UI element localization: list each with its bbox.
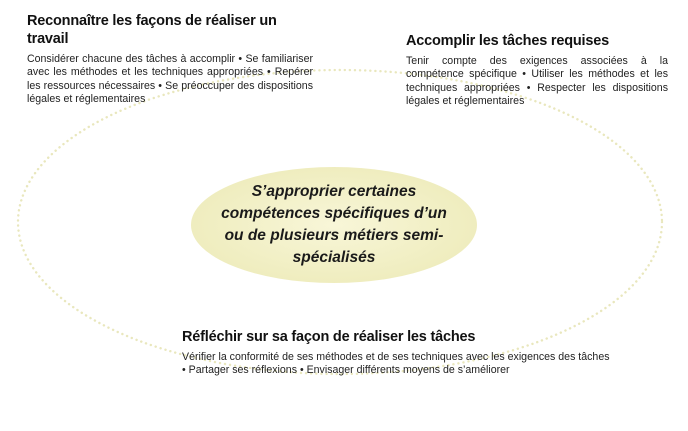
center-ellipse	[191, 167, 477, 283]
step-title-recognize: Reconnaître les façons de réaliser un travail	[27, 13, 277, 47]
step-text-recognize: Considérer chacune des tâches à accomplir • Se familiariser avec les méthodes et les techniques appropriées • Repérer les ressources nécessaires • Se préoccuper des dispositions légales et réglementaires	[27, 53, 313, 106]
step-block-recognize	[27, 12, 313, 107]
step-text-reflect-line1: Vérifier la conformité de ses méthodes et de ses techniques avec les exigences des tâches	[182, 351, 610, 363]
step-text-reflect-line2: • Partager ses réflexions • Envisager différents moyens de s’améliorer	[182, 364, 510, 377]
step-block-reflect	[182, 328, 622, 378]
step-title-accomplish: Accomplir les tâches requises	[406, 33, 609, 49]
step-block-accomplish	[406, 32, 668, 109]
center-label: S’approprier certaines compétences spécifiques d’un ou de plusieurs métiers semi-spécialisés	[221, 183, 447, 266]
step-text-accomplish: Tenir compte des exigences associées à la compétence spécifique • Utiliser les méthodes et les techniques appropriées • Respecter les dispositions légales et réglementaires	[406, 55, 668, 108]
step-title-reflect: Réfléchir sur sa façon de réaliser les tâches	[182, 329, 476, 345]
